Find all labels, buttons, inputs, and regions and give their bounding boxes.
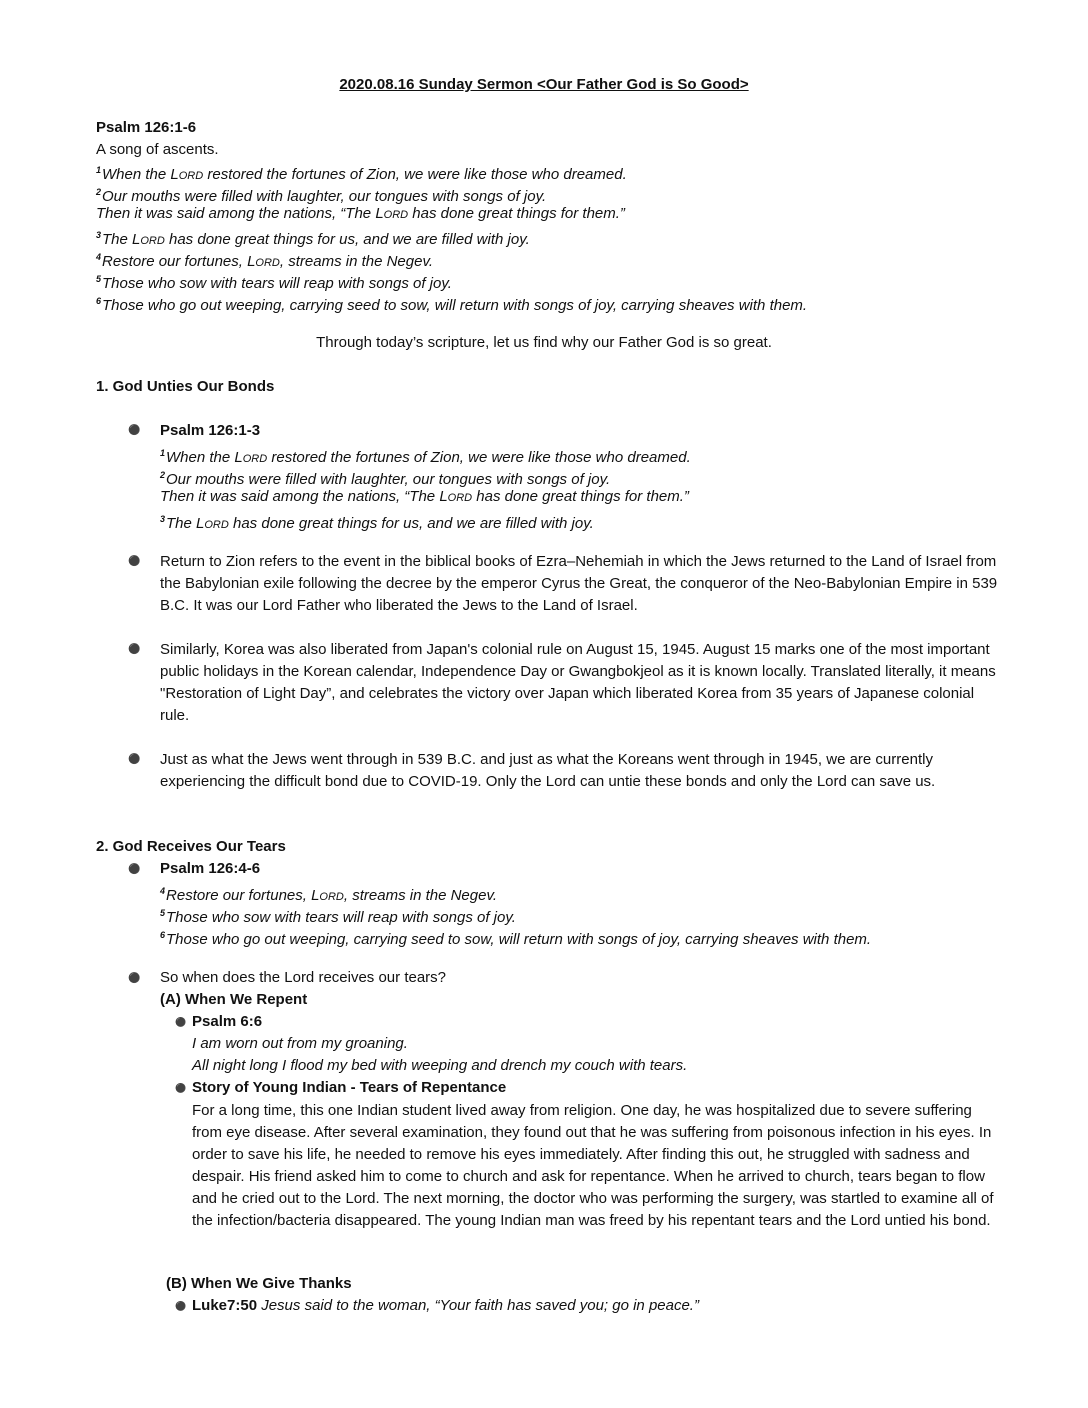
verse-text: When the (102, 166, 171, 183)
verse-text: Our mouths were filled with laughter, our tongues with songs of joy. (102, 187, 547, 205)
verse-line (160, 487, 689, 507)
sub-bullet-icon: ⚫ (175, 1017, 187, 1027)
page-title: 2020.08.16 Sunday Sermon <Our Father God is So Good> (339, 76, 749, 93)
bullet-icon: ⚫ (128, 425, 141, 436)
bullet-icon: ⚫ (128, 973, 141, 984)
partA-verse-line: All night long I flood my bed with weeping and drench my couch with tears. (192, 1057, 688, 1074)
verse-text: has done great things for us, and we are filled with joy. (164, 231, 530, 249)
bullet-icon: ⚫ (128, 864, 141, 875)
verse-text: has done great things for us, and we are filled with joy. (228, 515, 594, 532)
verse-text: Those who go out weeping, carrying seed to sow, will return with songs of joy, carrying sheaves with them. (166, 931, 872, 948)
verse-lord: Lord (247, 253, 280, 271)
verse-text: restored the fortunes of Zion, we were like those who dreamed. (203, 166, 627, 183)
verse-lord: Lord (196, 515, 229, 532)
verse-text: , streams in the Negev. (343, 887, 498, 904)
verse-text: Restore our fortunes, (166, 887, 312, 904)
verse-text: Restore our fortunes, (102, 253, 248, 271)
verse-number: 5 (160, 908, 166, 918)
bullet-icon: ⚫ (128, 754, 141, 765)
verse-number: 5 (96, 274, 102, 284)
verse-text: Those who sow with tears will reap with songs of joy. (102, 275, 452, 292)
verse-number: 6 (160, 930, 166, 940)
verse-text: restored the fortunes of Zion, we were like those who dreamed. (267, 449, 691, 466)
bullet-icon: ⚫ (128, 556, 141, 567)
verse-text: Those who sow with tears will reap with songs of joy. (166, 909, 516, 926)
verse-line (160, 925, 871, 950)
verse-lord: Lord (439, 488, 473, 505)
verse-lord: Lord (234, 449, 268, 466)
partB-heading: (B) When We Give Thanks (166, 1275, 352, 1292)
verse-text: When the (166, 449, 235, 466)
section1-paragraph: Just as what the Jews went through in 539 B.C. and just as what the Koreans went through in 1945, we are currently experiencing the difficult bond due to COVID-19. Only the Lord can untie these bonds and only the Lord can save us. (160, 751, 936, 790)
verse-text: has done great things for them.” (408, 204, 625, 222)
section1-heading: 1. God Unties Our Bonds (96, 378, 275, 395)
verse-lord: Lord (170, 166, 204, 183)
verse-number: 2 (160, 470, 166, 480)
verse-number: 6 (96, 295, 102, 306)
section2-heading: 2. God Receives Our Tears (96, 838, 286, 855)
verse-number: 4 (160, 886, 166, 896)
sub-bullet-icon: ⚫ (175, 1301, 187, 1311)
verse-number: 4 (96, 252, 102, 263)
intro-subtitle: A song of ascents. (96, 141, 219, 158)
verse-line (96, 291, 807, 316)
partB-reference: Luke7:50 (192, 1297, 258, 1314)
theme-statement: Through today’s scripture, let us find why our Father God is so great. (316, 334, 772, 351)
section1-paragraph: Similarly, Korea was also liberated from Japan's colonial rule on August 15, 1945. August 15 marks one of the most important public holidays in the Korean calendar, Independence Day or Gwangbokjeol as it is known locally. Translated literally, it means "Restoration of Light Day”, and celebrates the victory over Japan which liberated Korea from 35 years of Japanese colonial rule. (160, 641, 996, 724)
intro-reference: Psalm 126:1-6 (96, 119, 197, 136)
bullet-icon: ⚫ (128, 644, 141, 655)
section2-question: So when does the Lord receives our tears? (160, 969, 447, 986)
verse-text: Those who go out weeping, carrying seed to sow, will return with songs of joy, carrying sheaves with them. (102, 296, 808, 314)
verse-lord: Lord (311, 887, 344, 904)
section1-reference: Psalm 126:1-3 (160, 422, 261, 439)
verse-line (96, 204, 625, 224)
verse-text: has done great things for them.” (472, 488, 689, 505)
verse-number: 1 (96, 165, 102, 175)
verse-number: 3 (160, 514, 166, 524)
verse-line (160, 509, 594, 534)
verse-text: Then it was said among the nations, “The (160, 488, 440, 505)
partA-heading: (A) When We Repent (160, 991, 308, 1008)
partA-verse-line: I am worn out from my groaning. (192, 1035, 408, 1052)
section2-reference: Psalm 126:4-6 (160, 860, 261, 877)
sub-bullet-icon: ⚫ (175, 1083, 187, 1093)
verse-lord: Lord (375, 204, 409, 222)
partB-quote: Jesus said to the woman, “Your faith has saved you; go in peace.” (261, 1297, 699, 1314)
verse-number: 1 (160, 448, 166, 458)
partA-reference: Psalm 6:6 (192, 1013, 263, 1030)
section1-paragraph: Return to Zion refers to the event in the biblical books of Ezra–Nehemiah in which the Jews returned to the Land of Israel from the Babylonian exile following the decree by the emperor Cyrus the Great, the conqueror of the Neo-Babylonian Empire in 539 B.C. It was our Lord Father who liberated the Jews to the Land of Israel. (160, 553, 998, 614)
partB-quote-line (192, 1296, 699, 1316)
verse-text: The (102, 231, 133, 249)
verse-number: 3 (96, 230, 102, 241)
story-title: Story of Young Indian - Tears of Repentance (192, 1079, 507, 1096)
verse-text: Then it was said among the nations, “The (96, 204, 376, 222)
verse-number: 2 (96, 186, 102, 197)
verse-text: The (166, 515, 197, 532)
verse-text: Our mouths were filled with laughter, our tongues with songs of joy. (166, 471, 611, 488)
verse-text: , streams in the Negev. (279, 253, 434, 271)
verse-lord: Lord (132, 231, 165, 249)
story-paragraph: For a long time, this one Indian student lived away from religion. One day, he was hospitalized due to severe suffering from eye disease. After several examination, they found out that he was suffering from poisonous infection in his eyes. In order to save his life, he needed to remove his eyes immediately. After finding this out, he struggled with sadness and despair. His friend asked him to come to church and ask for repentance. When he arrived to church, tears began to flow and he cried out to the Lord. The next morning, the doctor who was performing the surgery, was startled to examine all of the infection/bacteria disappeared. The young Indian man was freed by his repentant tears and the Lord untied his bond. (192, 1102, 994, 1229)
